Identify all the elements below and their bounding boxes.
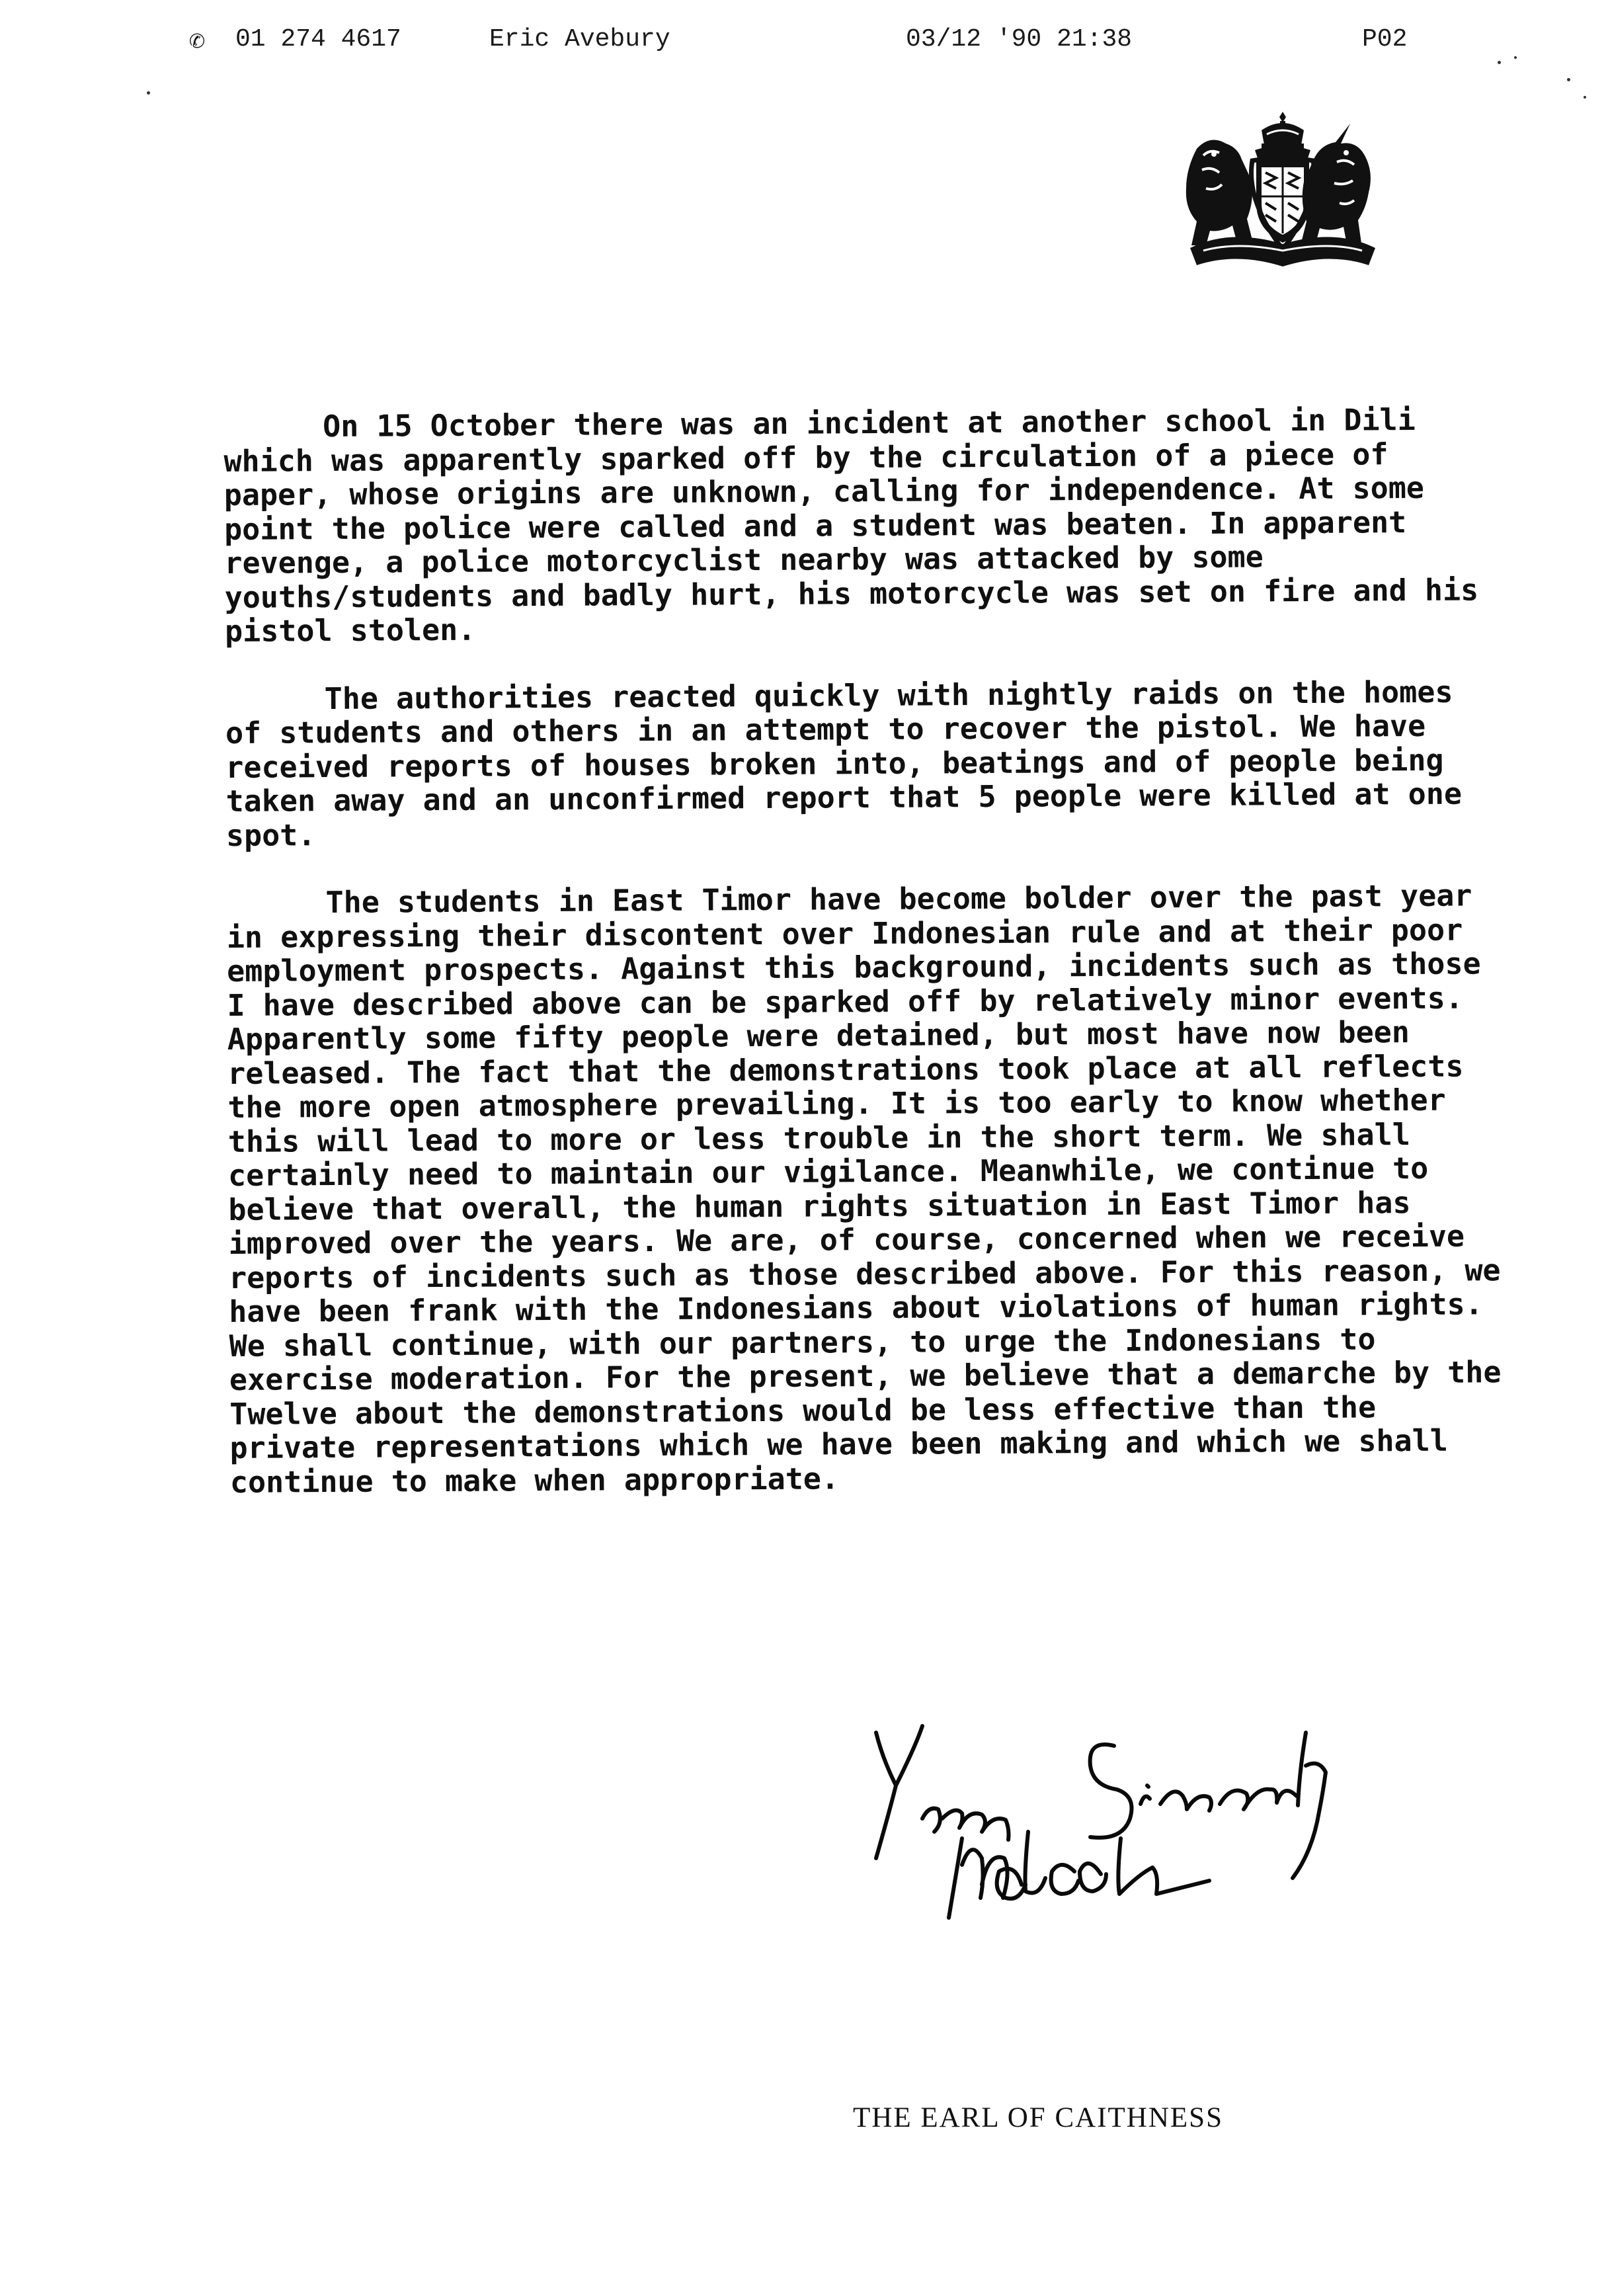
scan-speck: [1498, 61, 1501, 64]
signatory-name: THE EARL OF CAITHNESS: [853, 2102, 1223, 2133]
fax-header: [0, 25, 1608, 65]
fax-sender: Eric Avebury: [489, 25, 670, 54]
body-paragraph: The students in East Timor have become bolder over the past year in expressing their discontent over Indonesian rule and at their poor employment prospects. Against this background, incidents such as those I have described above can be sparked off by relatively minor events. Apparently some fifty people were detained, but most have now been released. The fact that the demonstrations took place at all reflects the more open atmosphere prevailing. It is too early to know whether this will lead to more or less trouble in the short term. We shall certainly need to maintain our vigilance. Meanwhile, we continue to believe that overall, the human rights situation in East Timor has improved over the years. We are, of course, concerned when we receive reports of incidents such as those described above. For this reason, we have been frank with the Indonesians about violations of human rights. We shall continue, with our partners, to urge the Indonesians to exercise moderation. For the present, we believe that a demarche by the Twelve about the demonstrations would be less effective than the private representations which we have been making and which we shall continue to make when appropriate.: [226, 878, 1502, 1500]
scan-speck: [1514, 56, 1517, 59]
fax-page-number: P02: [1362, 25, 1408, 54]
scan-speck: [147, 91, 150, 95]
handwritten-signature: [850, 1719, 1365, 2004]
fax-datetime: 03/12 '90 21:38: [906, 25, 1133, 54]
body-paragraph: On 15 October there was an incident at another school in Dili which was apparently sparked off by the circulation of a piece of paper, whose origins are unknown, calling for independence. At some point the police were called and a student was beaten. In apparent revenge, a police motorcyclist nearby was attacked by some youths/students and badly hurt, his motorcycle was set on fire and his pistol stolen.: [223, 401, 1479, 649]
scan-speck: [1567, 78, 1570, 81]
royal-coat-of-arms-icon: [1184, 109, 1382, 271]
telephone-handset-icon: ✆: [189, 28, 206, 58]
fax-number: 01 274 4617: [235, 25, 401, 54]
scan-speck: [1584, 96, 1586, 99]
letter-body: [223, 402, 1506, 1533]
body-paragraph: The authorities reacted quickly with nightly raids on the homes of students and others in an attempt to recover the pistol. We have received reports of houses broken into, beatings and of people being taken away and an unconfirmed report that 5 people were killed at one spot.: [225, 674, 1463, 853]
